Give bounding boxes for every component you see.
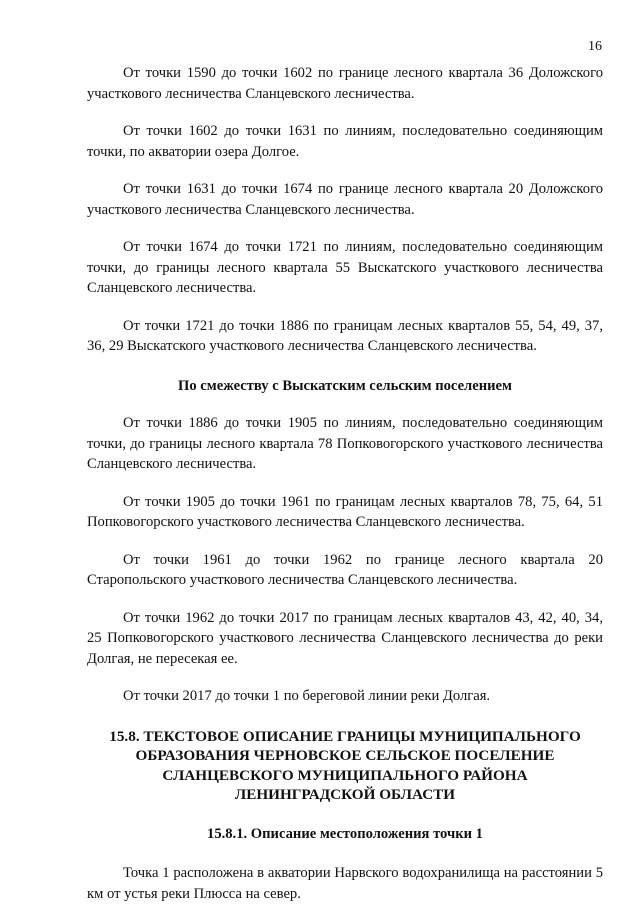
boundary-paragraph: От точки 2017 до точки 1 по береговой линии реки Долгая. <box>123 688 491 704</box>
boundary-paragraph: От точки 1962 до точки 2017 по границам лесных кварталов 43, 42, 40, 34, 25 Попковогорского участкового лесничества Сланцевского лесничества до реки Долгая, не пересекая ее. <box>87 609 603 667</box>
section-title-line: СЛАНЦЕВСКОГО МУНИЦИПАЛЬНОГО РАЙОНА <box>162 766 528 784</box>
section-title-line: ОБРАЗОВАНИЯ ЧЕРНОВСКОЕ СЕЛЬСКОЕ ПОСЕЛЕНИЕ <box>135 747 555 764</box>
section-title <box>87 727 603 805</box>
boundary-paragraph: От точки 1905 до точки 1961 по границам лесных кварталов 78, 75, 64, 51 Попковогорского участкового лесничества Сланцевского лесничества. <box>87 493 603 530</box>
subsection-title: 15.8.1. Описание местоположения точки 1 <box>207 825 483 842</box>
section-title-line: 15.8. ТЕКСТОВОЕ ОПИСАНИЕ ГРАНИЦЫ МУНИЦИПАЛЬНОГО <box>109 727 581 745</box>
boundary-paragraph: От точки 1674 до точки 1721 по линиям, последовательно соединяющим точки, до границы лесного квартала 55 Выскатского участкового лесничества Сланцевского лесничества. <box>87 239 603 296</box>
section-title-line: ЛЕНИНГРАДСКОЙ ОБЛАСТИ <box>234 786 456 803</box>
boundary-paragraph: От точки 1961 до точки 1962 по границе лесного квартала 20 Старопольского участкового лесничества Сланцевского лесничества. <box>87 551 603 588</box>
boundary-paragraph: От точки 1590 до точки 1602 по границе лесного квартала 36 Доложского участкового лесничества Сланцевского лесничества. <box>87 65 603 102</box>
boundary-paragraph: От точки 1602 до точки 1631 по линиям, последовательно соединяющим точки, по акватории озера Долгое. <box>87 123 603 160</box>
final-paragraph: Точка 1 расположена в акватории Нарвского водохранилища на расстоянии 5 км от устья реки Плюсса на север. <box>87 865 603 902</box>
neighbor-heading: По смежеству с Выскатским сельским поселением <box>178 377 512 394</box>
page-number: 16 <box>588 39 602 54</box>
document-body <box>87 63 603 904</box>
boundary-paragraph: От точки 1631 до точки 1674 по границе лесного квартала 20 Доложского участкового лесничества Сланцевского лесничества. <box>87 181 603 218</box>
boundary-paragraph: От точки 1721 до точки 1886 по границам лесных кварталов 55, 54, 49, 37, 36, 29 Выскатского участкового лесничества Сланцевского лесничества. <box>87 317 603 354</box>
boundary-paragraph: От точки 1886 до точки 1905 по линиям, последовательно соединяющим точки, до границы лесного квартала 78 Попковогорского участкового лесничества Сланцевского лесничества. <box>87 415 603 472</box>
